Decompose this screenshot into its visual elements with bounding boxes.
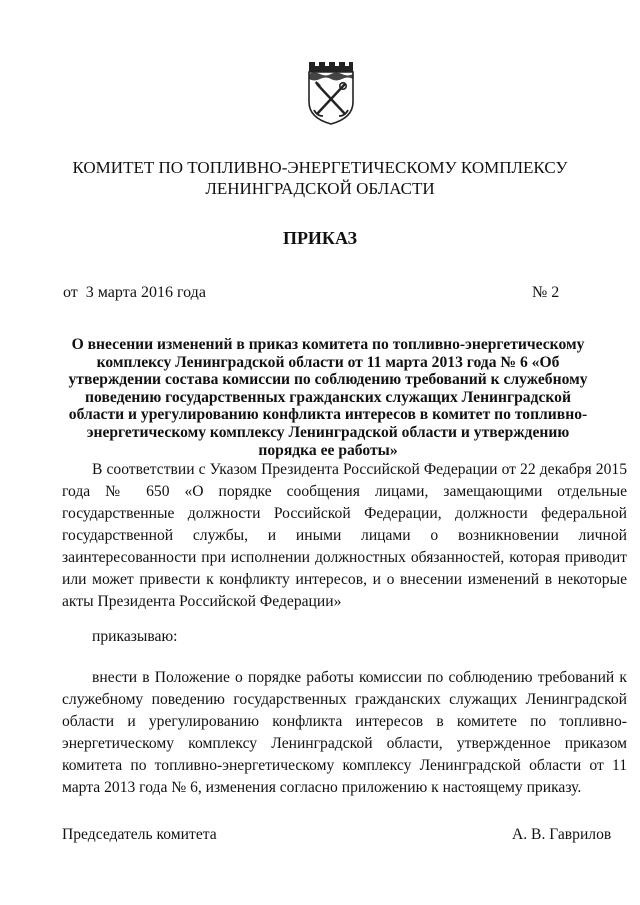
coat-of-arms-icon [305, 58, 357, 126]
preamble-paragraph: В соответствии с Указом Президента Российской Федерации от 22 декабря 2015 года № 650 «О порядке сообщения лицами, замещающими отдельные государственные должности Российской Федерации, должности федеральной государственной службы, и иными лицами о возникновении личной заинтересованности при исполнении должностных обязанностей, которая приводит или может привести к конфликту интересов, и о внесении изменений в некоторые акты Президента Российской Федерации» [62, 461, 627, 610]
order-number: № 2 [532, 284, 560, 301]
signatory-position: Председатель комитета [62, 826, 217, 843]
signatory-name: А. В. Гаврилов [512, 826, 612, 843]
order-date: от 3 марта 2016 года [63, 284, 206, 301]
committee-name [40, 157, 600, 199]
order-subject: О внесении изменений в приказ комитета по топливно-энергетическому комплексу Ленинградской области от 11 марта 2013 года № 6 «Об утверждении состава комиссии по соблюдению требований к служебному поведению государственных гражданских служащих Ленинградской области и урегулированию конфликта интересов в комитет по топливно-энергетическому комплексу Ленинградской области и утверждению порядка ее работы» [68, 336, 588, 459]
document-type-title: ПРИКАЗ [282, 228, 358, 248]
order-content-paragraph: внести в Положение о порядке работы комиссии по соблюдению требований к служебному поведению государственных гражданских служащих Ленинградской области и урегулированию конфликта интересов в комитете по топливно-энергетическому комплексу Ленинградской области, утвержденное приказом комитета по топливно-энергетическому комплексу Ленинградской области от 11 марта 2013 года № 6, изменения согласно приложению к настоящему приказу. [62, 669, 627, 796]
committee-line-2: ЛЕНИНГРАДСКОЙ ОБЛАСТИ [205, 179, 435, 198]
committee-line-1: КОМИТЕТ ПО ТОПЛИВНО-ЭНЕРГЕТИЧЕСКОМУ КОМПЛЕКСУ [72, 158, 568, 177]
order-directive: приказываю: [92, 628, 178, 645]
